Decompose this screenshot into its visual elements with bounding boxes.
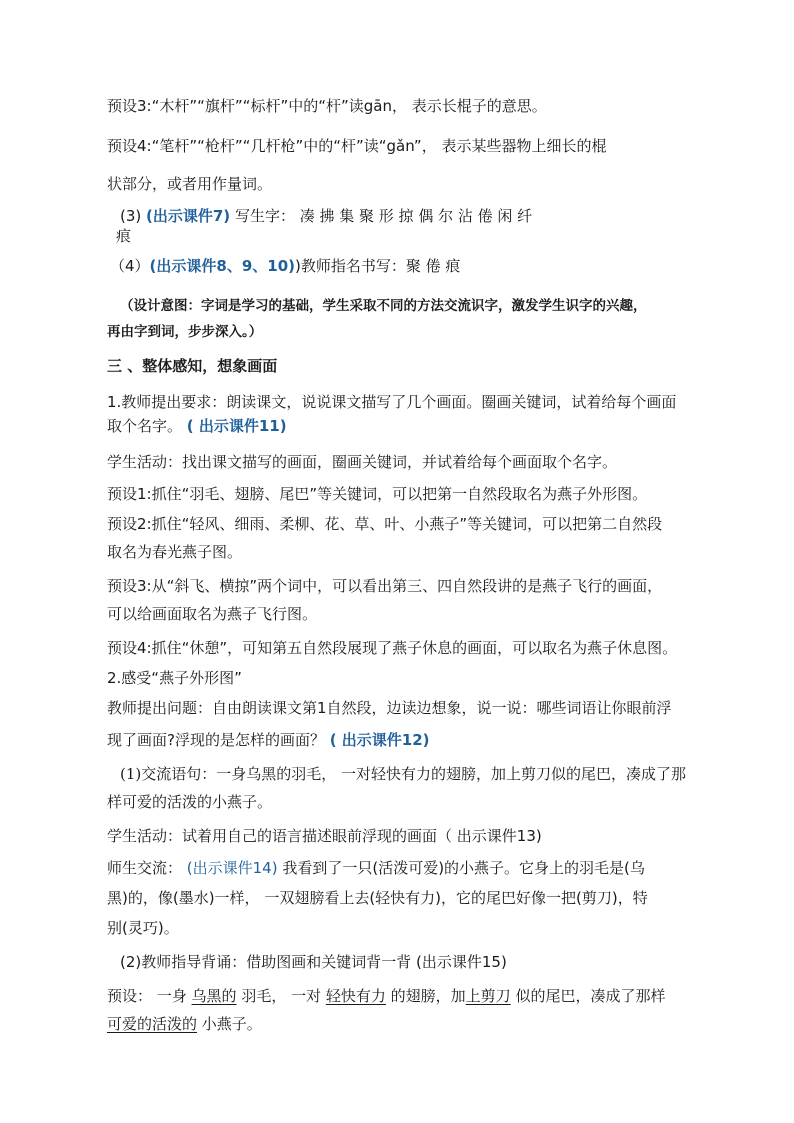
- line-preset-4-picture: 预设4:抓住“休憩”，可知第五自然段展现了燕子休息的画面，可以取名为燕子休息图。: [107, 639, 678, 657]
- courseware-ref-7: (出示课件7): [146, 207, 231, 225]
- courseware-ref-13: 出示课件13): [456, 827, 542, 845]
- exchange-label: 师生交流：: [107, 859, 187, 877]
- line-preset-4-gan: 预设4:“笔杆”“枪杆”“几杆枪”中的“杆”读“gǎn”， 表示某些器物上细长的棍: [107, 137, 607, 155]
- line-recitation-preset: [107, 986, 665, 1006]
- line-recitation-guide: [120, 952, 507, 972]
- line-teacher-question-cont: [107, 730, 430, 750]
- item-number: (3): [120, 207, 147, 225]
- blank-qingkuai: 轻快有力: [325, 987, 386, 1005]
- design-intent-cont: 再由字到词，步步深入。）: [107, 324, 263, 340]
- courseware-ref-11: ( 出示课件11): [186, 417, 287, 435]
- line-recitation-preset-cont: [107, 1014, 262, 1034]
- request-text: 取个名字。: [107, 417, 187, 435]
- line-exchange-sentence: (1)交流语句：一身乌黑的羽毛， 一对轻快有力的翅膀，加上剪刀似的尾巴，凑成了那: [120, 765, 687, 783]
- recitation-text: (2)教师指导背诵：借助图画和关键词背一背: [120, 953, 417, 971]
- line-preset-3-gan: 预设3:“木杆”“旗杆”“标杆”中的“杆”读gān， 表示长棍子的意思。: [107, 97, 547, 115]
- line-teacher-writing: [110, 256, 460, 276]
- line-exchange-cont-2: 别(灵巧)。: [107, 919, 179, 937]
- item-number: （4）: [110, 257, 150, 275]
- preset-text: 的翅膀，加: [385, 987, 466, 1005]
- line-preset-2-cont: 取名为春光燕子图。: [107, 543, 243, 561]
- line-feel-appearance: 2.感受“燕子外形图”: [107, 669, 242, 687]
- line-preset-2-picture: 预设2:抓住“轻风、细雨、柔柳、花、草、叶、小燕子”等关键词，可以把第二自然段: [107, 515, 663, 533]
- line-student-activity-1: 学生活动：找出课文描写的画面，圈画关键词，并试着给每个画面取个名字。: [107, 453, 618, 471]
- teacher-writing-text: )教师指名书写：聚 倦 痕: [295, 257, 461, 275]
- line-preset-3-picture: 预设3:从“斜飞、横掠”两个词中，可以看出第三、四自然段讲的是燕子飞行的画面，: [107, 577, 663, 595]
- preset-text: 小燕子。: [197, 1015, 262, 1033]
- preset-label: 预设： 一身: [107, 987, 192, 1005]
- exchange-text: 我看到了一只(活泼可爱)的小燕子。它身上的羽毛是(乌: [277, 859, 645, 877]
- line-preset-3-cont: 可以给画面取名为燕子飞行图。: [107, 605, 318, 623]
- courseware-ref-15: (出示课件15): [416, 953, 507, 971]
- line-teacher-question: 教师提出问题：自由朗读课文第1自然段，边读边想象，说一说：哪些词语让你眼前浮: [107, 699, 672, 717]
- courseware-ref-8-10: (出示课件8、9、10): [149, 257, 296, 275]
- blank-wuhei: 乌黑的: [191, 987, 237, 1005]
- line-preset-1-picture: 预设1:抓住“羽毛、翅膀、尾巴”等关键词，可以把第一自然段取名为燕子外形图。: [107, 485, 648, 503]
- courseware-ref-14: (出示课件14): [186, 859, 278, 877]
- section-heading-3: 三 、整体感知，想象画面: [107, 357, 278, 375]
- line-preset-4-cont: 状部分，或者用作量词。: [107, 175, 273, 193]
- design-intent: （设计意图：字词是学习的基础，学生采取不同的方法交流识字，激发学生识字的兴趣，: [120, 298, 647, 314]
- line-exchange-sentence-cont: 样可爱的活泼的小燕子。: [107, 793, 273, 811]
- preset-text: 羽毛， 一对: [236, 987, 326, 1005]
- line-teacher-request: 1.教师提出要求：朗读课文，说说课文描写了几个画面。圈画关键词，试着给每个画面: [107, 393, 677, 411]
- line-characters-cont: 痕: [116, 227, 132, 245]
- line-exchange-cont-1: 黑)的，像(墨水)一样， 一双翅膀看上去(轻快有力)，它的尾巴好像一把(剪刀)，特: [107, 889, 648, 907]
- line-write-characters: [120, 206, 532, 226]
- characters-list: 写生字： 凑 拂 集 聚 形 掠 偶 尔 沾 倦 闲 纤: [230, 207, 533, 225]
- question-text: 现了画面?浮现的是怎样的画面？: [107, 731, 330, 749]
- line-teacher-request-cont: [107, 416, 287, 436]
- line-student-activity-2: [107, 826, 542, 846]
- preset-text: 似的尾巴，凑成了那样: [510, 987, 666, 1005]
- activity-text: 学生活动：试着用自己的语言描述眼前浮现的画面（: [107, 827, 457, 845]
- line-teacher-student-exchange: [107, 858, 645, 878]
- courseware-ref-12: ( 出示课件12): [329, 731, 430, 749]
- blank-keai: 可爱的活泼的: [107, 1015, 198, 1033]
- blank-jiandao: 上剪刀: [465, 987, 511, 1005]
